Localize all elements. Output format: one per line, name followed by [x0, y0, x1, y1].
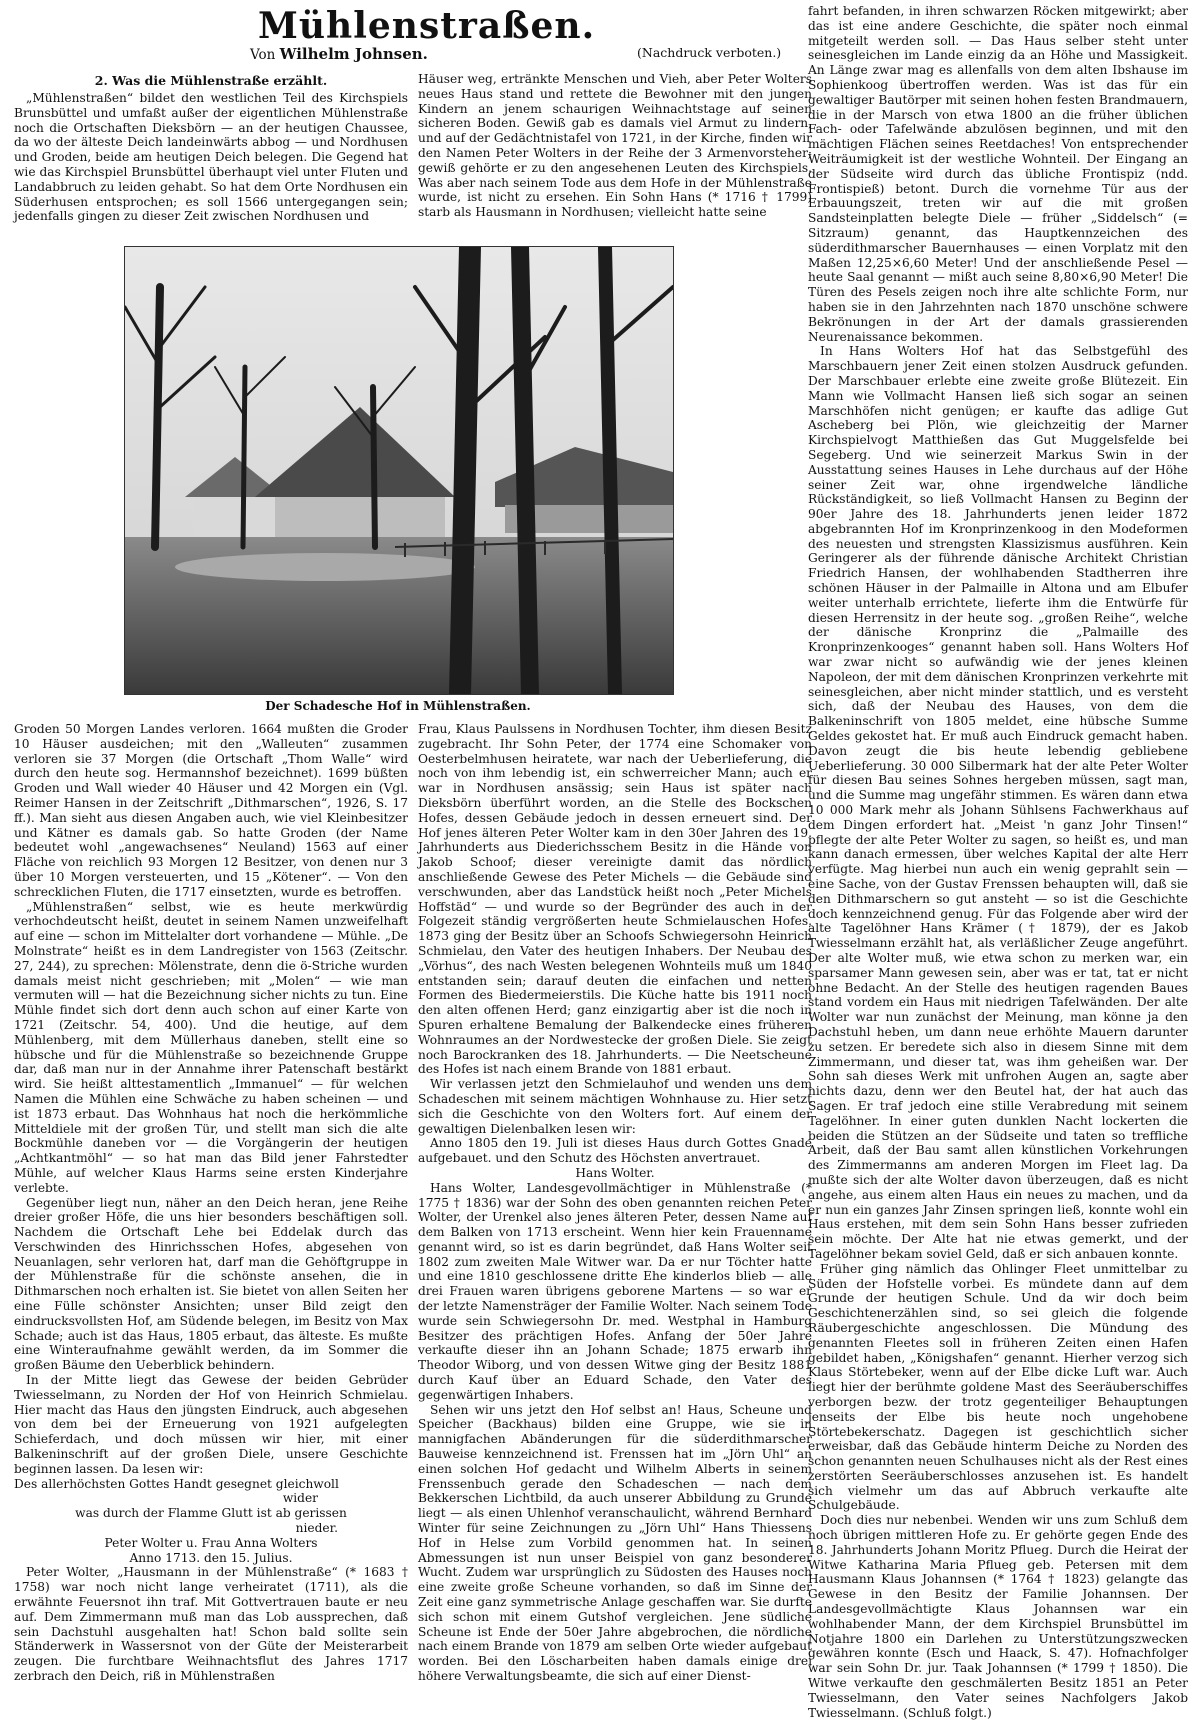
column-1-top: [14, 72, 408, 224]
column-2-top: [418, 72, 812, 220]
paragraph: In Hans Wolters Hof hat das Selbstgefühl des Marschbauern jener Zeit einen stolzen Ausdruck gefunden. Der Marschbauer erlebte eine zweite große Blütezeit. Ein Mann wie Vollmacht Hansen ließ sich sogar an seinen Marschhöfen nicht genügen; er kaufte das adlige Gut Ascheberg bei Plön, wie gleichzeitig der Marner Kirchspielvogt Matthießen das Gut Muggelsfelde bei Segeberg. Und wie seinerzeit Markus Swin in der Ausstattung seines Hauses in Lehe durchaus auf der Höhe seiner Zeit war, ohne irgendwelche ländliche Rückständigkeit, so ließ Vollmacht Hansen zu Beginn der 90er Jahre des 18. Jahrhunderts jenen leider 1872 abgebrannten Hof im Kronprinzenkoog in den Modeformen des neuesten und strengsten Klassizismus ausführen. Kein Geringerer als der führende dänische Architekt Christian Friedrich Hansen, der wohlhabenden Stadtherren ihre schönen Häuser in der Palmaille in Altona und am Elbufer weiter unterhalb errichtete, lieferte ihm die Entwürfe für diesen Herrensitz in der heute sog. „großen Reihe“, welche der dänische Kronprinz die „Palmaille des Kronprinzenkooges“ genannt haben soll. Hans Wolters Hof war zwar nicht so aufwändig wie der jenes kleinen Napoleon, der mit dem dänischen Kronprinzen verkehrte mit seinesgleichen, aber nicht minder stattlich, und es versteht sich, daß der Neubau des Hauses, von dem die Balkeninschrift von 1805 meldet, eine hübsche Summe Geldes gekostet hat. Er muß auch Eindruck gemacht haben. Davon zeugt die bis heute lebendig gebliebene Ueberlieferung. 30 000 Silbermark hat der alte Peter Wolter für diesen Bau seines Sohnes hergeben müssen, sagt man, und die Summe mag ungefähr stimmen. Es wären dann etwa 10 000 Mark mehr als Johann Sühlsens Fachwerkhaus auf dem Dingen erfordert hat. „Meist 'n ganz Johr Tinsen!“ pflegte der alte Peter Wolter zu sagen, so heißt es, und man kann danach ermessen, über welches Kapital der alte Herr verfügte. Mag hierbei nun auch ein wenig geprahlt sein — eine Sache, von der Gustav Frenssen behaupten will, daß sie den Dithmarschern so gut ansteht — so ist die Geschichte doch kennzeichnend genug. Für das Folgende aber wird der alte Tagelöhner Hans Krämer († 1879), der es Jakob Twiesselmann erzählt hat, als verläßlicher Zeuge angeführt. Der alte Wolter muß, wie etwa schon zu merken war, ein sparsamer Mann gewesen sein, aber was er tat, tat er nicht ohne Bedacht. An der Stelle des heutigen ragenden Baues stand vordem ein Haus mit niedrigen Tafelwänden. Der alte Wolter war nun zunächst der Meinung, man könne ja den Dachstuhl heben, um dann neue erhöhte Mauern darunter zu setzen. Er beredete sich also in diesem Sinne mit dem Zimmermann, und dieser tat, was ihm geheißen war. Der Sohn sah dieses Werk mit unfrohen Augen an, sagte aber nichts dazu, denn wer den Beutel hat, der hat auch das Sagen. Er traf jedoch eine stille Verabredung mit seinem Tagelöhner. In einer guten dunklen Nacht lockerten die beiden die Stützen an der Südseite und taten so treffliche Arbeit, daß der Bau samt allen künstlichen Vorkehrungen des Zimmermanns am anderen Morgen im Fleet lag. Da mußte sich der alte Wolter davon überzeugen, daß es nicht angehe, aus einem alten Haus ein neues zu machen, und da er nun ein ganzes Jahr Zinsen springen ließ, konnte wohl ein Haus erstehen, mit dem sein Sohn Hans besser zufrieden sein möchte. Der Alte hat nie etwas gemerkt, und der Tagelöhner bekam soviel Geld, daß er sich anbauen konnte.: [808, 344, 1188, 1261]
section-heading: 2. Was die Mühlenstraße erzählt.: [94, 73, 328, 88]
photo-caption: Der Schadesche Hof in Mühlenstraßen.: [265, 699, 531, 713]
paragraph: Sehen wir uns jetzt den Hof selbst an! Haus, Scheune und Speicher (Backhaus) bilden eine Gruppe, wie sie in mannigfachen Abänderungen für die süderdithmarscher Bauweise kennzeichnend ist. Frenssen hat im „Jörn Uhl“ an einen solchen Hof gedacht und Wilhelm Alberts in seinem Frenssenbuch gerade den Schadeschen — nach dem Bekkerschen Lichtbild, da auch unserer Abbildung zu Grunde liegt — als einen Uhlenhof veranschaulicht, während Bernhard Winter für seine Zeichnungen zu „Jörn Uhl“ Hans Thiessens Hof in Helse zum Vorbild genommen hat. In seinen Abmessungen ist nun unser Beispiel von ganz besonderer Wucht. Zudem war ursprünglich zu Südosten des Hauses noch eine zweite große Scheune vorhanden, so daß im Sinne der Zeit eine ganz symmetrische Anlage geschaffen war. Sie durfte sich schon mit einem Gutshof vergleichen. Jene südliche Scheune ist Ende der 50er Jahre abgebrochen, die nördliche nach einem Brande von 1879 am selben Orte wieder aufgebaut worden. Bei den Löscharbeiten haben damals einige drei höhere Verwaltungsbeamte, die sich auf einer Dienst-: [418, 1402, 812, 1683]
byline-prefix: Von: [250, 47, 276, 63]
inscription-line: Anno 1713. den 15. Julius.: [129, 1550, 293, 1565]
farmhouse-photo: [124, 246, 674, 695]
paragraph: Groden 50 Morgen Landes verloren. 1664 mußten die Groder 10 Häuser ausdeichen; mit den „Walleuten“ zusammen verloren sie 37 Morgen (die Ortschaft „Thom Walle“ wird durch den heute sog. Hermannshof bezeichnet). 1699 büßten Groden und Wall wieder 40 Häuser und 42 Morgen ein (Vgl. Reimer Hansen in der Zeitschrift „Dithmarschen“, 1926, S. 17 ff.). Man sieht aus diesen Angaben auch, wie viel Kleinbesitzer und Kätner es damals gab. So hatte Groden (der Name bedeutet wohl „angewachsenes“ Neuland) 1563 auf einer Fläche von reichlich 93 Morgen 12 Besitzer, von denen nur 3 über 10 Morgen versteuerten, und 15 „Kötener“. — Von den schrecklichen Fluten, die 1717 einsetzten, wurde es betroffen.: [14, 722, 408, 899]
paragraph: Früher ging nämlich das Ohlinger Fleet unmittelbar zu Süden der Hofstelle vorbei. Es mündete dann auf dem Grunde der heutigen Schule. Und da wir doch beim Geschichtenerzählen sind, so sei gleich die folgende Räubergeschichte angeschlossen. Die Mündung des genannten Fleetes soll in früheren Zeiten einen Hafen gebildet haben, „Königshafen“ genannt. Hierher verzog sich Klaus Störtebeker, wenn auf der Elbe dicke Luft war. Auch liegt hier der berühmte goldene Mast des Seeräuberschiffes verborgen bezw. der trotz gegenteiliger Behauptungen jenseits der Elbe bis heute noch ungehobene Störtebekerschatz. Dagegen ist geschichtlich sicher erweisbar, daß das Gebäude hinterm Deiche zu Norden des schon genannten neuen Schulhauses nicht als der Rest eines zerstörten Seeräuberschlosses anzusehen ist. Es handelt sich vielmehr um das auf Abbruch verkaufte alte Schulgebäude.: [808, 1261, 1188, 1513]
inscription-line: Peter Wolter u. Frau Anna Wolters: [104, 1535, 318, 1550]
inscription-line: wider: [282, 1491, 318, 1506]
paragraph: Wir verlassen jetzt den Schmielauhof und wenden uns dem Schadeschen mit seinem mächtigen Wohnhause zu. Hier setzt sich die Geschichte von den Wolters fort. Auf einem der gewaltigen Dielenbalken lesen wir:: [418, 1077, 812, 1136]
author-name: Wilhelm Johnsen.: [279, 45, 428, 63]
paragraph: „Mühlenstraßen“ bildet den westlichen Teil des Kirchspiels Brunsbüttel und umfaßt außer der eigentlichen Mühlenstraße noch die Ortschaften Dieksbörn — an der heutigen Chaussee, da wo der älteste Deich landeinwärts abbog — und Nordhusen und Groden, beide am heutigen Deich belegen. Die Gegend hat wie das Kirchspiel Brunsbüttel überhaupt viel unter Fluten und Landabbruch zu leiden gehabt. So hat dem Orte Nordhusen ein Süderhusen entsprochen; es soll 1566 untergegangen sein; jedenfalls gingen zu dieser Zeit zwischen Nordhusen und: [14, 91, 408, 224]
column-2-bottom: [418, 722, 812, 1684]
winter-farm-image: [125, 247, 673, 694]
inscription-signature: Hans Wolter.: [575, 1165, 655, 1180]
reprint-notice: (Nachdruck verboten.): [637, 45, 782, 60]
paragraph: Doch dies nur nebenbei. Wenden wir uns zum Schluß dem noch übrigen mittleren Hofe zu. Er gehörte gegen Ende des 18. Jahrhunderts Johann Moritz Pflueg. Durch die Heirat der Witwe Katharina Maria Pflueg geb. Petersen mit dem Hausmann Klaus Johannsen (* 1764 † 1823) gelangte das Gewese in den Besitz der Familie Johannsen. Der Landesgevollmächtigte Klaus Johannsen war ein wohlhabender Mann, der dem Kirchspiel Brunsbüttel im Notjahre 1800 ein Darlehen zu Unterstützungszwecken gewähren konnte (Esch und Haack, S. 47). Hofnachfolger war sein Sohn Dr. jur. Taak Johannsen (* 1799 † 1850). Die Witwe verkaufte den geschmälerten Besitz 1851 an Peter Twiesselmann, den Vater seines Nachfolgers Jakob Twiesselmann. (Schluß folgt.): [808, 1513, 1188, 1720]
byline: [250, 45, 428, 63]
paragraph: Frau, Klaus Paulssens in Nordhusen Tochter, ihm diesen Besitz zugebracht. Ihr Sohn Peter, der 1774 eine Schomaker von Oesterbelmhusen heiratete, war nach der Ueberlieferung, die noch von ihm lebendig ist, ein schwerreicher Mann; auch er war in Nordhusen ansässig; sein Haus ist später nach Dieksbörn überführt worden, an die Stelle des Bockschen Hofes, dessen Gebäude jedoch in dessen erneuert sind. Der Hof jenes älteren Peter Wolter kam in den 30er Jahren des 19. Jahrhunderts aus Diederichsschem Besitz in die Hände von Jakob Schoof; dieser vereinigte damit das nördlich anschließende Gewese des Peter Michels — die Gebäude sind verschwunden, aber das Landstück heißt noch „Peter Michels Hoffstäd“ — und wurde so der Begründer des auch in der Folgezeit ständig vergrößerten heute Schmielauschen Hofes. 1873 ging der Besitz über an Schoofs Schwiegersohn Heinrich Schmielau, den Vater des heutigen Inhabers. Der Neubau des „Vörhus“, des nach Westen belegenen Wohnteils muß um 1840 entstanden sein; darauf deuten die einfachen und netten Formen des Biedermeierstils. Die Küche hatte bis 1911 noch den alten offenen Herd; ganz einzigartig aber ist die noch in Spuren erhaltene Bemalung der Balkendecke eines früheren Wohnraumes an der Nordwestecke der großen Diele. Sie zeigt noch Barockranken des 18. Jahrhunderts. — Die Neetscheune des Hofes ist nach einem Brande von 1881 erbaut.: [418, 722, 812, 1077]
paragraph: fahrt befanden, in ihren schwarzen Röcken mitgewirkt; aber das ist eine andere Geschichte, die später noch einmal mitgeteilt werden soll. — Das Haus selber steht unter seinesgleichen im Lande einzig da an Höhe und Massigkeit. An Länge zwar mag es allenfalls von dem alten Ibshause im Sophienkoog übertroffen werden. Was ist das für ein gewaltiger Bautörper mit seinen hohen festen Brandmauern, die in der Marsch von etwa 1800 an die früher üblichen Fach- oder Tafelwände abzulösen beginnen, und mit den mächtigen Flächen seines Reetdaches! Von entsprechender Weiträumigkeit ist der westliche Wohnteil. Der Eingang an der Südseite wird durch das übliche Frontispiz (ndd. Frontispieß) betont. Durch die vornehme Tür aus der Erbauungszeit, treten wir auf die mit großen Sandsteinplatten belegte Diele — früher „Siddelsch“ (= Sitzraum) genannt, das Hauptkennzeichen des süderdithmarscher Bauernhauses — einen Vorplatz mit den Maßen 12,25×6,60 Meter! Und der anschließende Pesel — heute Saal genannt — mißt auch seine 8,80×6,90 Meter! Die Türen des Pesels zeigen noch ihre alte schlichte Form, nur haben sie in den Jahrzehnten nach 1870 unschöne schwere Bekrönungen in der Art der damals grassierenden Neurenaissance bekommen.: [808, 4, 1188, 344]
inscription-line: was durch der Flamme Glutt ist ab gerissen: [75, 1506, 347, 1521]
inscription-line: nieder.: [295, 1521, 338, 1536]
inscription-line: Des allerhöchsten Gottes Handt gesegnet gleichwoll: [14, 1476, 339, 1491]
column-1-bottom: [14, 722, 408, 1684]
paragraph: Gegenüber liegt nun, näher an den Deich heran, jene Reihe dreier großer Höfe, die uns hier besonders beschäftigen soll. Nachdem die Ortschaft Lehe bei Eddelak durch das Verschwinden des Hinrichsschen Hofes, abgesehen von Neuanlagen, sehr verloren hat, darf man die Gehöftgruppe in der Mühlenstraße für die schönste ansehen, die in Dithmarschen noch erhalten ist. Sie bietet von allen Seiten her eine Fülle schönster Ansichten; unser Bild zeigt den eindrucksvollsten Hof, am Südende belegen, im Besitz von Max Schade; auch ist das Haus, 1805 erbaut, das älteste. Es mußte eine Winteraufnahme gewählt werden, da im Sommer die großen Bäume den Ueberblick behindern.: [14, 1195, 408, 1373]
paragraph: Peter Wolter, „Hausmann in der Mühlenstraße“ (* 1683 † 1758) war noch nicht lange verheiratet (1711), als die erwähnte Feuersnot ihn traf. Mit Gottvertrauen baute er neu auf. Dem Zimmermann muß man das Lob aussprechen, daß sein Dachstuhl ausgehalten hat! Schon bald sollte sein Ständerwerk in Wassersnot von der Güte der Meisterarbeit zeugen. Die furchtbare Weihnachtsflut des Jahres 1717 zerbrach den Deich, riß in Mühlenstraßen: [14, 1565, 408, 1683]
article-title: Mühlenstraßen.: [258, 5, 596, 47]
beam-inscription-1805: Anno 1805 den 19. Juli ist dieses Haus durch Gottes Gnade aufgebauet. und den Schutz des Höchsten anvertrauet.: [418, 1136, 812, 1166]
paragraph: Hans Wolter, Landesgevollmächtiger in Mühlenstraße (* 1775 † 1836) war der Sohn des oben genannten reichen Peter Wolter, der Urenkel also jenes älteren Peter, dessen Name auf dem Balken von 1713 erscheint. Wenn hier kein Frauenname genannt wird, so ist es darin begründet, daß Hans Wolter seit 1802 zum zweiten Male Witwer war. Da er nur Töchter hatte und eine 1810 geschlossene dritte Ehe kinderlos blieb — alle drei Frauen waren übrigens geborene Martens — so war er der letzte Namensträger der Familie Wolter. Nach seinem Tode wurde sein Schwiegersohn Dr. med. Westphal in Hamburg Besitzer des prächtigen Hofes. Anfang der 50er Jahre verkaufte dieser ihn an Johann Schade; 1875 erwarb ihn Theodor Wiborg, und von dessen Witwe ging der Besitz 1881 durch Kauf über an Eduard Schade, den Vater des gegenwärtigen Inhabers.: [418, 1180, 812, 1402]
paragraph: „Mühlenstraßen“ selbst, wie es heute merkwürdig verhochdeutscht heißt, deutet in seinem Namen unzweifelhaft auf eine — schon im Mittelalter dort vorhandene — Mühle. „De Molnstrate“ heißt es in dem Landregister von 1563 (Zeitschr. 27, 244), zu sprechen: Mölenstrate, denn die ö-Striche wurden damals meist nicht geschrieben; mit „Molen“ — wie man vermuten will — hat die Bezeichnung sicher nichts zu tun. Eine Mühle findet sich dort denn auch schon auf einer Karte von 1721 (Zeitschr. 54, 400). Und die heutige, auf dem Mühlenberg, mit dem Müllerhaus daneben, stellt eine so hübsche und für die Mühlenstraße so bezeichnende Gruppe dar, daß man nur in der Annahme ihrer Patenschaft bestärkt wird. Sie heißt alttestamentlich „Immanuel“ — für welchen Namen die Mühlen eine Schwäche zu haben scheinen — und ist 1873 erbaut. Das Wohnhaus hat noch die herkömmliche Mitteldiele mit der großen Tür, und stellt man sich die alte Bockmühle daneben vor — die Vorgängerin der heutigen „Achtkantmöhl“ — so hat man das Bild jener Fahrstedter Mühle, auf welcher Klaus Harms seine ersten Kinderjahre verlebte.: [14, 899, 408, 1195]
column-3: [808, 4, 1188, 1720]
paragraph: Häuser weg, ertränkte Menschen und Vieh, aber Peter Wolters neues Haus stand und rettete die Bewohner mit den jungen Kindern an jenem schaurigen Weihnachtstage auf seinen sicheren Boden. Gewiß gab es damals viel Armut zu lindern, und auf der Gedächtnistafel von 1721, in der Kirche, finden wir den Namen Peter Wolters in der Reihe der 3 Armenvorsteher; gewiß gehörte er zu den angesehenen Leuten des Kirchspiels. Was aber nach seinem Tode aus dem Hofe in der Mühlenstraße wurde, ist nicht zu ersehen. Ein Sohn Hans (* 1716 † 1799) starb als Hausmann in Nordhusen; vielleicht hatte seine: [418, 72, 812, 220]
paragraph: In der Mitte liegt das Gewese der beiden Gebrüder Twiesselmann, zu Norden der Hof von Heinrich Schmielau. Hier macht das Haus den jüngsten Eindruck, auch abgesehen von dem bei der Erneuerung von 1921 aufgelegten Schieferdach, und doch müssen wir hier, mit einer Balkeninschrift auf der großen Diele, unsere Geschichte beginnen lassen. Da lesen wir:: [14, 1373, 408, 1476]
beam-inscription-1713: [14, 1477, 408, 1566]
